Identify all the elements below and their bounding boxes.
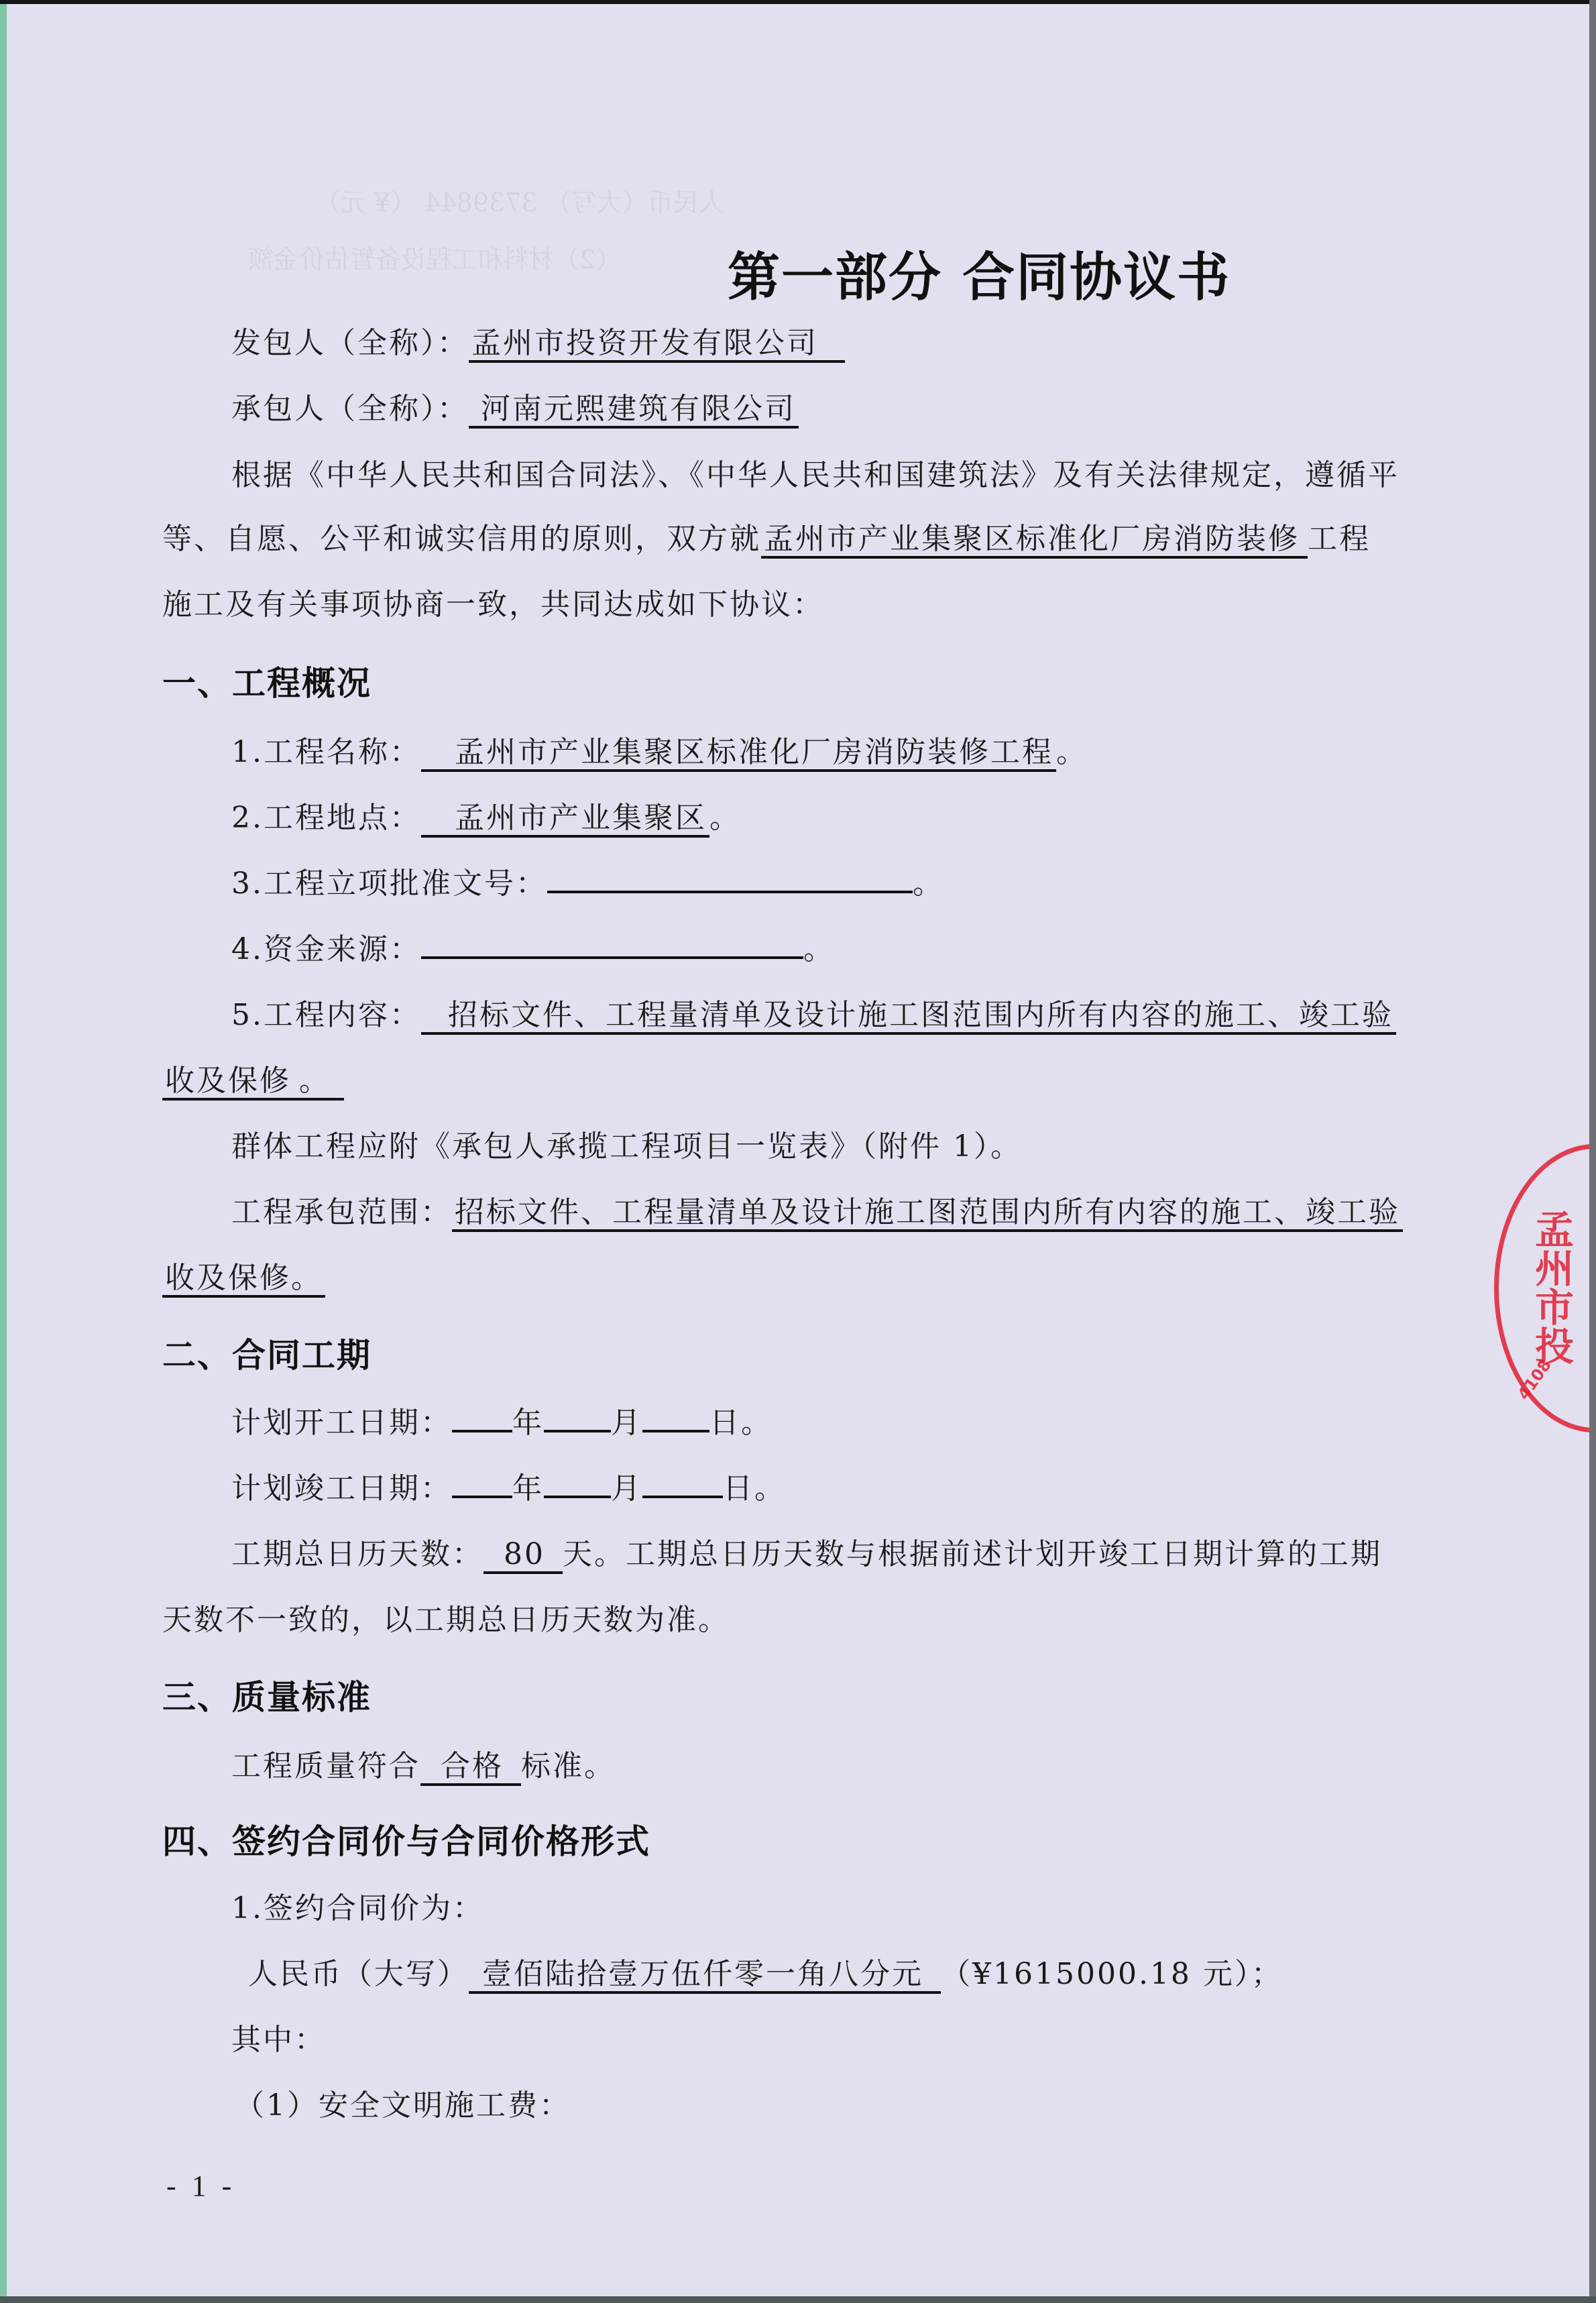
- planned-start-date-line: 计划开工日期： 年 月 日。: [231, 1406, 773, 1440]
- title-main: 合同协议书: [962, 247, 1231, 308]
- total-days-line-1: 工期总日历天数： 80 天。工期总日历天数与根据前述计划开竣工日期计算的工期: [231, 1536, 1382, 1574]
- contract-price-number: （¥1615000.18 元）；: [941, 1957, 1283, 1991]
- approval-number-blank: [547, 866, 913, 893]
- scope-line-2: 收及保修。: [162, 1259, 325, 1298]
- contractor-label: 承包人（全称）：: [231, 392, 469, 426]
- total-days-value: 80: [483, 1538, 563, 1574]
- employer-label: 发包人（全称）：: [231, 326, 469, 360]
- section-3-heading: 三、质量标准: [162, 1678, 372, 1717]
- page-content: [7, 4, 1589, 2296]
- section-2-heading: 二、合同工期: [162, 1336, 372, 1375]
- employer-line: [231, 325, 845, 363]
- project-location-value: 孟州市产业集聚区: [421, 801, 709, 838]
- scope-value: 招标文件、工程量清单及设计施工图范围内所有内容的施工、竣工验: [452, 1196, 1403, 1232]
- contract-price-uppercase: 壹佰陆拾壹万伍仟零一角八分元: [469, 1958, 941, 1994]
- project-name-value: 孟州市产业集聚区标准化厂房消防装修工程: [421, 736, 1056, 772]
- company-seal: [1494, 1144, 1589, 1433]
- intro-line-3: 施工及有关事项协商一致，共同达成如下协议：: [162, 587, 824, 622]
- quality-standard-value: 合格: [420, 1750, 521, 1786]
- finish-month-blank: [544, 1471, 611, 1498]
- start-month-blank: [544, 1406, 611, 1433]
- project-name-line: 1.工程名称： 孟州市产业集聚区标准化厂房消防装修工程。: [231, 734, 1088, 772]
- intro-line-2: 等、自愿、公平和诚实信用的原则，双方就孟州市产业集聚区标准化厂房消防装修 工程: [162, 520, 1371, 559]
- page-number: - 1 -: [166, 2170, 236, 2202]
- scan-right-edge: [1589, 0, 1596, 2303]
- finish-day-blank: [642, 1471, 723, 1498]
- employer-name: 孟州市投资开发有限公司: [469, 327, 845, 363]
- approval-number-line: 3.工程立项批准文号： 。: [231, 866, 944, 901]
- project-content-line-1: 5.工程内容： 招标文件、工程量清单及设计施工图范围内所有内容的施工、竣工验: [231, 997, 1396, 1035]
- contract-price-line: 人民币（大写） 壹佰陆拾壹万伍仟零一角八分元 （¥1615000.18 元）；: [248, 1956, 1283, 1994]
- contract-price-label: 1.签约合同价为：: [231, 1891, 484, 1925]
- show-through-text: （2）材料和工程设备暂估价金额: [248, 245, 622, 274]
- seal-text: 孟州市投: [1528, 1209, 1574, 1365]
- scan-bottom-edge: [0, 2296, 1596, 2303]
- title-part: 第一部分: [728, 247, 943, 308]
- show-through-text: 人民币（大写） 3739844 （¥ 元）: [315, 188, 724, 217]
- scope-line-1: 工程承包范围：招标文件、工程量清单及设计施工图范围内所有内容的施工、竣工验: [231, 1194, 1403, 1232]
- seal-code: 4108: [1514, 1355, 1556, 1404]
- section-1-heading: 一、工程概况: [162, 664, 372, 703]
- finish-year-blank: [452, 1471, 512, 1498]
- group-project-note: 群体工程应附《承包人承揽工程项目一览表》（附件 1）。: [231, 1129, 1022, 1164]
- project-content-line-2: 收及保修 。: [162, 1062, 344, 1101]
- among-label: 其中：: [231, 2023, 326, 2057]
- section-4-heading: 四、签约合同价与合同价格形式: [162, 1822, 650, 1861]
- total-days-line-2: 天数不一致的，以工期总日历天数为准。: [162, 1603, 730, 1637]
- intro-project-name: 孟州市产业集聚区标准化厂房消防装修: [761, 522, 1308, 559]
- start-year-blank: [452, 1406, 512, 1433]
- project-location-line: 2.工程地点： 孟州市产业集聚区。: [231, 799, 741, 838]
- quality-standard-line: 工程质量符合 合格 标准。: [231, 1748, 616, 1786]
- funding-source-line: 4.资金来源： 。: [231, 932, 835, 966]
- scan-left-edge: [0, 4, 7, 2300]
- project-content-value: 招标文件、工程量清单及设计施工图范围内所有内容的施工、竣工验: [421, 999, 1396, 1035]
- contractor-line: [231, 390, 799, 429]
- funding-source-blank: [421, 932, 803, 959]
- planned-finish-date-line: 计划竣工日期： 年 月 日。: [231, 1471, 786, 1506]
- contractor-name: 河南元熙建筑有限公司: [469, 392, 799, 429]
- start-day-blank: [642, 1406, 709, 1433]
- safety-fee-line: （1）安全文明施工费：: [235, 2088, 571, 2123]
- document-page: [7, 4, 1589, 2296]
- intro-line-1: 根据《中华人民共和国合同法》、《中华人民共和国建筑法》及有关法律规定，遵循平: [231, 458, 1400, 492]
- page-title: [728, 235, 1231, 311]
